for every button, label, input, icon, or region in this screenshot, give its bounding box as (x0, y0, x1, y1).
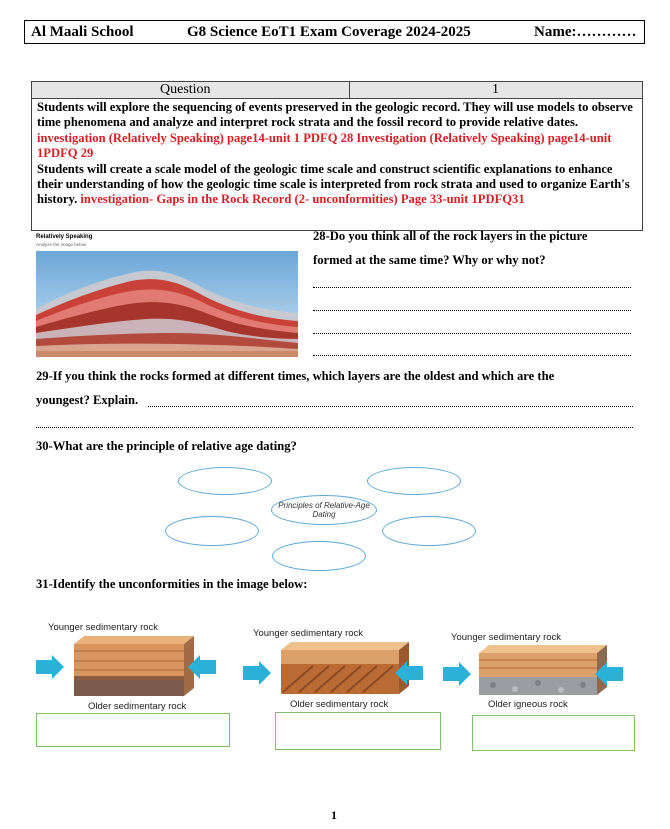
arrow-icon (36, 655, 64, 679)
answer-box-1[interactable] (36, 713, 230, 747)
answer-line[interactable] (313, 354, 631, 356)
question-29-line-1: 29-If you think the rocks formed at different times, which layers are the oldest and which are the (36, 369, 555, 383)
table-header-row (32, 82, 642, 99)
para2-reference: investigation- Gaps in the Rock Record (2- unconformities) Page 33-unit 1PDFQ31 (80, 192, 525, 207)
coverage-paragraph-2 (37, 162, 637, 208)
concept-ellipse-left[interactable] (165, 516, 259, 546)
question-29-line-2: youngest? Explain. (36, 393, 139, 407)
concept-ellipse-top-right[interactable] (367, 467, 461, 495)
school-name: Al Maali School (31, 24, 134, 40)
unconformity-diagram-3 (443, 645, 623, 701)
diagram-1-bottom-label: Older sedimentary rock (88, 701, 187, 712)
unconformity-diagram-2 (243, 642, 423, 700)
para1-reference: investigation (Relatively Speaking) page14-unit 1 PDFQ 28 Investigation (Relatively Speaking) page14-unit 1PDFQ 29 (37, 130, 612, 161)
center-concept-ellipse (271, 495, 377, 525)
unconformity-diagram-1 (36, 636, 216, 702)
center-concept-label: Principles of Relative-Age Dating (278, 501, 370, 519)
question-28-line-1: 28-Do you think all of the rock layers in the picture (313, 229, 588, 243)
question-30: 30-What are the principle of relative age dating? (36, 439, 297, 453)
concept-ellipse-top-left[interactable] (178, 467, 272, 495)
diagram-3-top-label: Younger sedimentary rock (451, 632, 562, 643)
photo-caption: Relatively Speaking (36, 234, 93, 240)
page-number: 1 (331, 808, 337, 822)
diagram-2-bottom-label: Older sedimentary rock (290, 699, 389, 710)
coverage-description (37, 100, 637, 208)
answer-line[interactable] (313, 332, 631, 334)
arrow-icon (443, 662, 471, 686)
question-number: 1 (492, 82, 499, 97)
question-28-line-2: formed at the same time? Why or why not? (313, 253, 546, 267)
diagram-1-top-label: Younger sedimentary rock (48, 622, 159, 633)
answer-box-3[interactable] (472, 715, 635, 751)
photo-subcaption: Analyze the image below. (36, 242, 88, 247)
question-label: Question (160, 82, 211, 97)
para2-text: Students will create a scale model of the geologic time scale and construct scientific explanations to enhance their understanding of how the geologic time scale is interpreted from rock strata and used to organize Earth's history. (37, 161, 630, 207)
answer-box-2[interactable] (275, 712, 441, 750)
column-divider (349, 82, 350, 98)
concept-ellipse-bottom[interactable] (272, 541, 366, 571)
concept-ellipse-right[interactable] (382, 516, 476, 546)
arrow-icon (243, 661, 271, 685)
answer-line[interactable] (313, 286, 631, 288)
name-field-label: Name:………… (534, 24, 637, 40)
question-31: 31-Identify the unconformities in the image below: (36, 577, 308, 591)
diagram-3-bottom-label: Older igneous rock (488, 699, 568, 710)
coverage-paragraph-1 (37, 100, 637, 162)
para1-text: Students will explore the sequencing of events preserved in the geologic record. They will use models to observe time phenomena and analyze and interpret rock strata and the fossil record to provide relative dates. (37, 100, 633, 130)
question-coverage-table (31, 81, 643, 231)
exam-title: G8 Science EoT1 Exam Coverage 2024-2025 (187, 24, 471, 40)
answer-line[interactable] (36, 426, 633, 428)
answer-line[interactable] (313, 309, 631, 311)
header-bar (24, 20, 645, 44)
answer-line[interactable] (148, 405, 633, 407)
diagram-2-top-label: Younger sedimentary rock (253, 628, 364, 639)
rock-layers-photo (36, 251, 298, 357)
